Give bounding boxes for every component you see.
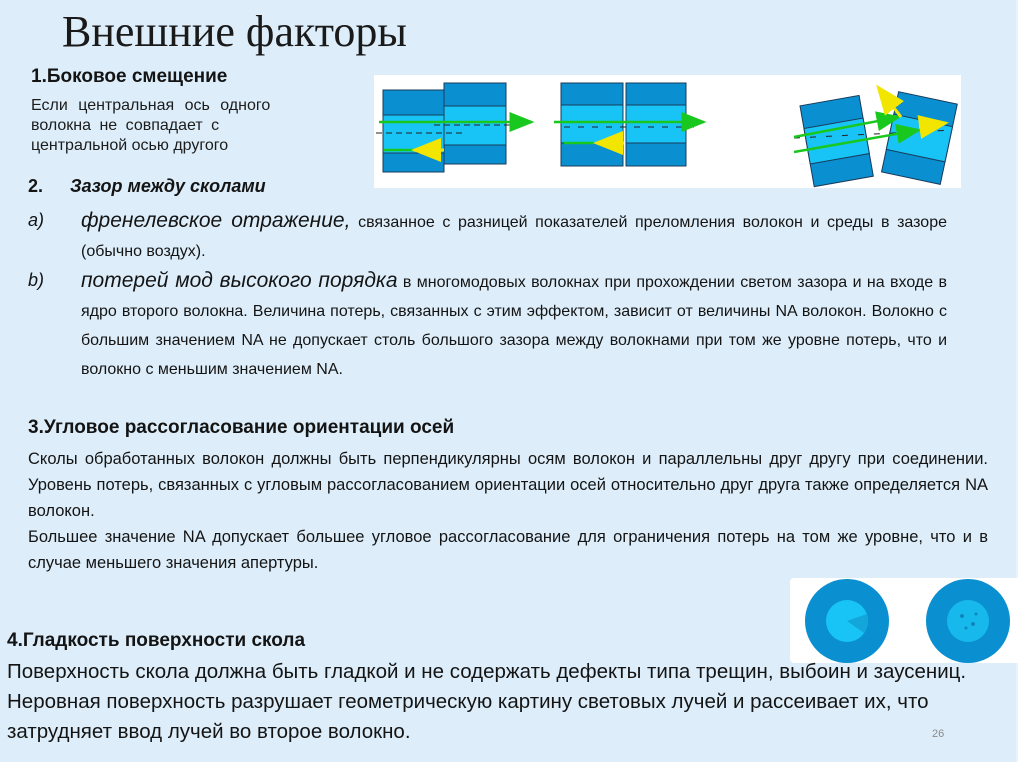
section-1-text [31, 96, 357, 156]
list-marker-a: a) [28, 210, 45, 230]
gap-diagram [554, 83, 704, 166]
section-3-text [28, 446, 988, 576]
section-2-heading [28, 176, 266, 197]
end-face-images [790, 578, 1022, 663]
section-1-heading: 1.Боковое смещение [31, 66, 228, 87]
text-line: Если центральная ось одного [31, 97, 271, 114]
list-item-a [81, 206, 947, 266]
section-3-heading: 3.Угловое рассогласование ориентации осей [28, 417, 455, 438]
fiber-misalignment-diagram [374, 75, 961, 188]
term-high-order-modes: потерей мод высокого порядка [81, 269, 398, 292]
text-line: волокна не совпадает с [31, 117, 220, 134]
text-line: центральной осью другого [31, 137, 229, 154]
smooth-end-face-icon [805, 579, 889, 663]
list-marker-b: b) [28, 270, 45, 290]
list-item-b-text: в многомодовых волокнах при прохождении светом зазора и на входе в ядро второго волокна. Величина потерь, связанных с этим эффектом, зависит от величины NA волокон. Волокно с большим значением NA не допускает столь большого зазора между волокнами при том же уровне потерь, что и волокно с меньшим значением NA. [81, 274, 948, 378]
fiber-misalignment-illustration [374, 75, 961, 188]
paragraph: Сколы обработанных волокон должны быть перпендикулярны осям волокон и параллельны друг другу при соединении. Уровень потерь, связанных с угловым рассогласованием ориентации осей относительно друг друга также определяется NA волокон. [28, 450, 988, 520]
page-number: 26 [932, 728, 945, 740]
section-2-title: Зазор между сколами [70, 176, 266, 196]
section-2-number: 2. [28, 176, 44, 196]
lateral-offset-diagram [376, 83, 532, 172]
list-item-a-text: связанное с разницей показателей преломления волокон и среды в зазоре (обычно воздух). [81, 214, 947, 260]
paragraph: Большее значение NA допускает большее угловое рассогласование для ограничения потерь на том же уровне, что и в случае меньшего значения апертуры. [28, 528, 988, 572]
slide-title: Внешние факторы [62, 7, 407, 56]
angular-diagram [794, 87, 957, 187]
term-fresnel: френелевское отражение, [81, 209, 351, 232]
section-4-text: Поверхность скола должна быть гладкой и не содержать дефекты типа трещин, выбоин и заусениц. Неровная поверхность разрушает геометрическую картину световых лучей и рассеивает их, что затрудняет ввод лучей во второе волокно. [7, 660, 967, 743]
section-4-heading: 4.Гладкость поверхности скола [7, 630, 306, 651]
list-item-b [81, 266, 947, 384]
rough-end-face-icon [926, 579, 1010, 663]
